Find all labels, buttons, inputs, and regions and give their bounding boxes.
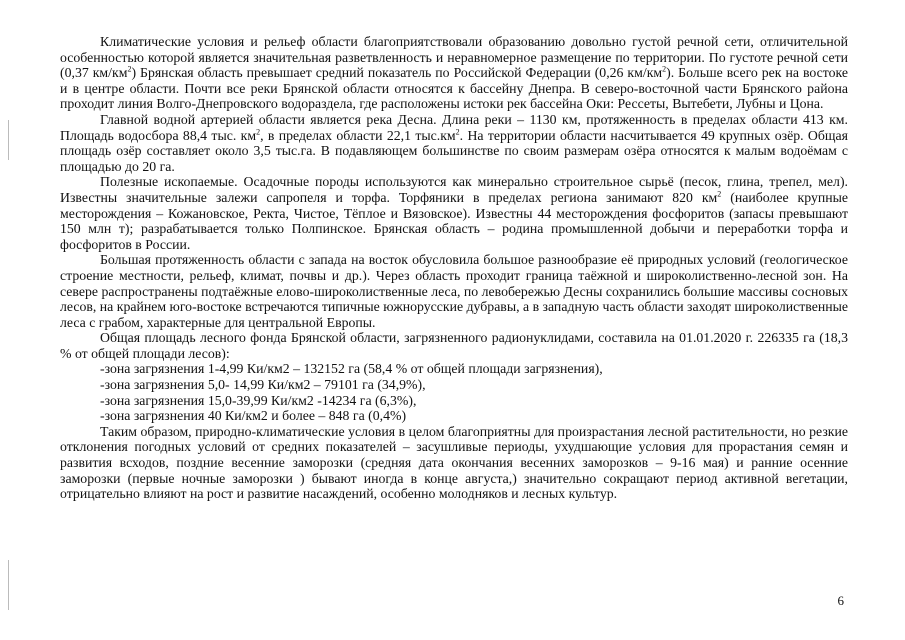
contamination-zones-list [60, 361, 848, 423]
paragraph-forest-contamination: Общая площадь лесного фонда Брянской области, загрязненного радионуклидами, составила на 01.01.2020 г. 226335 га (18,3 % от общей площади лесов): [60, 330, 848, 361]
superscript: 2 [717, 189, 722, 199]
zone-item: -зона загрязнения 15,0-39,99 Ки/км2 -14234 га (6,3%), [100, 392, 417, 408]
paragraph-desna [60, 112, 848, 174]
zone-item: -зона загрязнения 1-4,99 Ки/км2 – 132152 га (58,4 % от общей площади загрязнения), [100, 361, 603, 377]
superscript: 2 [256, 126, 261, 136]
text: ) Брянская область превышает средний показатель по Российской Федерации (0,26 км/км [131, 65, 663, 81]
text: , в пределах области 22,1 тыс.км [260, 127, 456, 143]
zone-item: -зона загрязнения 5,0- 14,99 Ки/км2 – 79101 га (34,9%), [100, 377, 426, 393]
left-margin-mark [8, 560, 9, 610]
paragraph-conclusion: Таким образом, природно-климатические условия в целом благоприятны для произрастания лесной растительности, но резкие отклонения погодных условий от средних показателей – засушливые периоды, ухудшающие условия для прорастания семян и развития всходов, поздние весенние заморозки (средняя дата окончания весенних заморозков – 9-16 мая) и ранние осенние заморозки (первые ночные заморозки ) бывают иногда в конце августа,) значительно сокращают период активной вегетации, отрицательно влияют на рост и развитие насаждений, особенно молодняков и лесных культур. [60, 423, 848, 502]
text: Полезные ископаемые. Осадочные породы используются как минерально строительное сырьё (песок, глина, трепел, мел). Известны значительные залежи сапропеля и торфа. Торфяники в пределах региона занимают 820 км [60, 174, 848, 205]
text: Главной водной артерией области является река Десна. Длина реки – 1130 км, протяженность в пределах области 413 км. Площадь водосбора 88,4 тыс. км [60, 111, 848, 143]
document-page [60, 34, 848, 502]
zone-item: -зона загрязнения 40 Ки/км2 и более – 848 га (0,4%) [100, 408, 407, 424]
paragraph-minerals [60, 174, 848, 252]
text: (наиболее крупные месторождения – Кожановское, Ректа, Чистое, Тёплое и Вязовское). Известны 44 месторождения фосфоритов (запасы превышают 150 млн т); разрабатывается только Полпинское. Брянская область – родина промышленной добычи и переработки торфа и фосфоритов в России. [60, 189, 849, 252]
superscript: 2 [662, 64, 667, 74]
paragraph-rivers [60, 34, 848, 112]
superscript: 2 [455, 126, 460, 136]
superscript: 2 [127, 64, 132, 74]
text: ). Больше всего рек на востоке и в центре области. Почти все реки Брянской области относятся к бассейну Днепра. В северо-восточной части Брянского района проходит линия Волго-Днепровского водораздела, где расположены истоки рек бассейна Оки: Рессеты, Вытебети, Лубны и Цона. [60, 65, 848, 112]
page-number: 6 [837, 593, 844, 608]
text: . На территории области насчитывается 49 крупных озёр. Общая площадь озёр составляет около 3,5 тыс.га. В подавляющем большинстве по своим размерам озёра относятся к малым водоёмам с площадью до 20 га. [60, 127, 848, 174]
paragraph-natural-conditions: Большая протяженность области с запада на восток обусловила большое разнообразие её природных условий (геологическое строение местности, рельеф, климат, почвы и др.). Через область проходит граница таёжной и широколиственно-лесной зон. На севере распространены подтаёжные елово-широколиственные леса, по левобережью Десны сохранились большие массивы сосновых лесов, на крайнем юго-востоке встречаются типичные южнорусские дубравы, а в западную часть области заходят широколиственные леса с грабом, характерные для центральной Европы. [60, 252, 848, 330]
text: Климатические условия и рельеф области благоприятствовали образованию довольно густой речной сети, отличительной особенностью которой является значительная разветвленность и неравномерное размещение по территории. По густоте речной сети (0,37 км/км [60, 34, 848, 81]
left-margin-mark [8, 120, 9, 160]
